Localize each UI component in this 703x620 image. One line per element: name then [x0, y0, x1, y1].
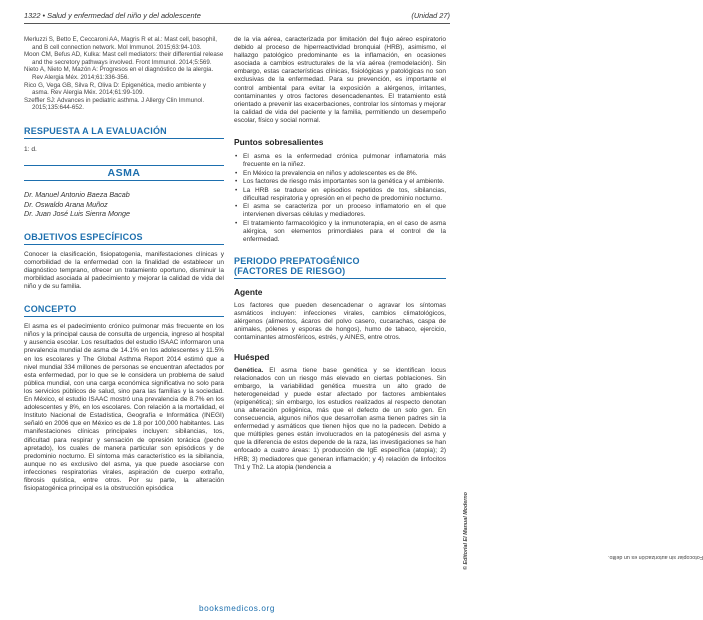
copyright-sidenote: [453, 330, 703, 570]
agente-heading: Agente: [234, 287, 263, 298]
author-name: Dr. Oswaldo Arana Muñoz: [24, 199, 108, 209]
footer-watermark: booksmedicos.org: [198, 604, 276, 613]
list-item: • El asma es la enfermedad crónica pulmonar inflamatoria más frecuente en la niñez.: [234, 153, 446, 169]
reference-item: Merluzzi S, Betto E, Ceccaroni AA, Magris R et al.: Mast cell, basophil, and B cell connection network. Mol Immunol. 2015;63:94-103.: [24, 36, 217, 51]
reference-item: Rico G, Vega GB, Silva R, Oliva D: Epigenética, medio ambiente y asma. Rev Alergia Méx. 2014;61:99-109.: [24, 81, 206, 97]
concepto-text: El asma es el padecimiento crónico pulmonar más frecuente en los niños y la principal causa de consulta de urgencia, ingreso al hospital y ausencia escolar. Los resultados del estudio ISAAC informaron una prevalencia mundial de asma de 14.1% en los adolescentes y 11.5% en los escolares y The Global Asthma Report 2014 estimó que a nivel mundial 334 millones de personas se encuentran afectados por esta enfermedad, por lo que se le considera un problema de salud pública mundial, con una carga económica significativa no solo para los servicios públicos de salud, sino para las familias y la sociedad. En México, el estudio ISAAC mostró una prevalencia de 8.7% en los adolescentes y 8%, en los escolares. Con relación a la mortalidad, el Instituto Nacional de Estadística, Geografía e Informática (INEGI) señaló en 2006 que en México es de 1.8 por 100,000 habitantes. Las manifestaciones clínicas principales incluyen: sibilancias, tos, dificultad para respirar y sensación de opresión torácica (pecho apretado), los cuales de manera particular son episódicos y de predominio nocturno. El síntoma más característico es la sibilancia, aunque no es exclusivo del asma, ya que puede asociarse con infecciones respiratorias virales, aspiración de cuerpo extraño, fibrosis quística, entre otros. Por su parte, la alteración fisiopatogénica principal es la obstrucción episódica: [24, 323, 224, 493]
list-item: • La HRB se traduce en episodios repetidos de tos, sibilancias, dificultad respiratoria y opresión en el pecho de predominio nocturno.: [234, 187, 446, 203]
copyright-text: [463, 330, 703, 570]
periodo-heading-line1: PERIODO PREPATOGÉNICO: [234, 256, 360, 267]
list-item: • El asma se caracteriza por un proceso inflamatorio en el que intervienen diversas células y mediadores.: [234, 203, 446, 219]
list-item: • Los factores de riesgo más importantes son la genética y el ambiente.: [234, 178, 446, 186]
objetivos-text: Conocer la clasificación, fisiopatogenia, manifestaciones clínicas y comorbilidad de la enfermedad con la finalidad de establecer un diagnóstico temprano, ofrecer un tratamiento oportuno, disminuir la morbilidad asociada al padecimiento y mejorar la calidad de vida del niño y de su familia.: [24, 250, 224, 291]
reference-item: Moon CM, Befus AD, Kulka: Mast cell mediators: their differential release and the secretory pathways involved. Front Immunol. 2014;5:569.: [24, 51, 224, 66]
reference-item: Szeffler SJ: Advances in pediatric asthma. J Allergy Clin Immunol. 2015;135:644-652.: [24, 96, 205, 112]
header-unit: (Unidad 27): [411, 11, 450, 20]
copyright-warning: Fotocopiar sin autorización es un delito.: [608, 554, 703, 560]
reference-list: [24, 36, 224, 112]
agente-text: Los factores que pueden desencadenar o agravar los síntomas asmáticos incluyen: infecciones virales, cambios climatológicos, alérgenos (alimentos, ácaros del polvo casero, cucarachas, caspa de animales, pólenes y esporas de hongos), humo de tabaco, ejercicio, contaminantes atmosféricos, estrés, y AINES, entre otros.: [234, 302, 446, 342]
author-name: Dr. Manuel Antonio Baeza Bacab: [24, 189, 130, 199]
chapter-title: ASMA: [107, 166, 141, 179]
copyright-brand: © Editorial El Manual Moderno: [463, 492, 469, 570]
respuesta-heading: RESPUESTA A LA EVALUACIÓN: [24, 125, 167, 136]
concepto-heading: CONCEPTO: [24, 304, 77, 315]
author-name: Dr. Juan José Luis Sienra Monge: [24, 209, 131, 219]
huesped-lead: Genética.: [234, 366, 264, 374]
huesped-heading: Huésped: [234, 351, 270, 362]
chapter-title-box: [24, 166, 224, 180]
puntos-heading: Puntos sobresalientes: [234, 137, 324, 148]
huesped-body: El asma tiene base genética y se identifican locus relacionados con un riesgo más elevado en ciertas poblaciones. Sin embargo, la variabilidad genética muestra un alto grado de heterogeneidad y puede estar afectado por factores ambientales (epigenética); sin embargo, los estudios realizados al respecto denotan una alteración poligénica, más que el defecto de un solo gen. En consecuencia, algunos niños que desarrollan asma tienen padres sin la enfermedad y asmáticos que tienen hijos que no la padecen. Debido a que múltiples genes están involucrados en la patogénesis del asma y que la diferencia de estos depende de la raza, las investigaciones se han enfocado a cuatro áreas: 1) producción de IgE específica (atopia); 2) HRB; 3) mediadores que generan inflamación; y 4) relación de linfocitos Th1 y Th2. La atopia (tendencia a: [234, 366, 446, 471]
objetivos-heading: OBJETIVOS ESPECÍFICOS: [24, 231, 143, 242]
periodo-heading-line2: (FACTORES DE RIESGO): [234, 266, 346, 277]
huesped-text: [234, 367, 446, 472]
concepto-continuation: de la vía aérea, caracterizada por limitación del flujo aéreo espiratorio debido al proceso de hiperreactividad bronquial (HRB), asimismo, el hallazgo patológico predominante es la inflamación, en ocasiones asociada a cambios estructurales de la vía aérea (remodelación). Sin embargo, estas características clínicas, fisiológicas y patológicas no son exclusivas de la enfermedad. Para su prevención, es importante el control ambiental para evitar la exposición a alérgenos, irritantes, contaminantes y otros factores desencadenantes. El tratamiento está orientado a prevenir las exacerbaciones, controlar los síntomas y mejorar la calidad de vida del paciente y la familia, permitiendo un desempeño escolar, físico y social normal.: [234, 36, 446, 124]
reference-item: Nieto A, Nieto M, Mazón A: Progresos en el diagnóstico de la alergia. Rev Alergia Méx. 2014;61:336-356.: [24, 66, 214, 81]
list-item: • El tratamiento farmacológico y la inmunoterapia, en el caso de asma alérgica, son elementos primordiales para el control de la enfermedad.: [234, 220, 446, 244]
puntos-list: [234, 153, 446, 244]
running-header: [24, 8, 450, 24]
author-list: [24, 190, 224, 219]
header-book-title: 1322 • Salud y enfermedad del niño y del adolescente: [24, 11, 201, 20]
respuesta-answer: 1: d.: [24, 145, 37, 153]
left-column: [24, 36, 224, 493]
right-column: [234, 36, 446, 472]
list-item: • En México la prevalencia en niños y adolescentes es de 8%.: [234, 170, 446, 178]
